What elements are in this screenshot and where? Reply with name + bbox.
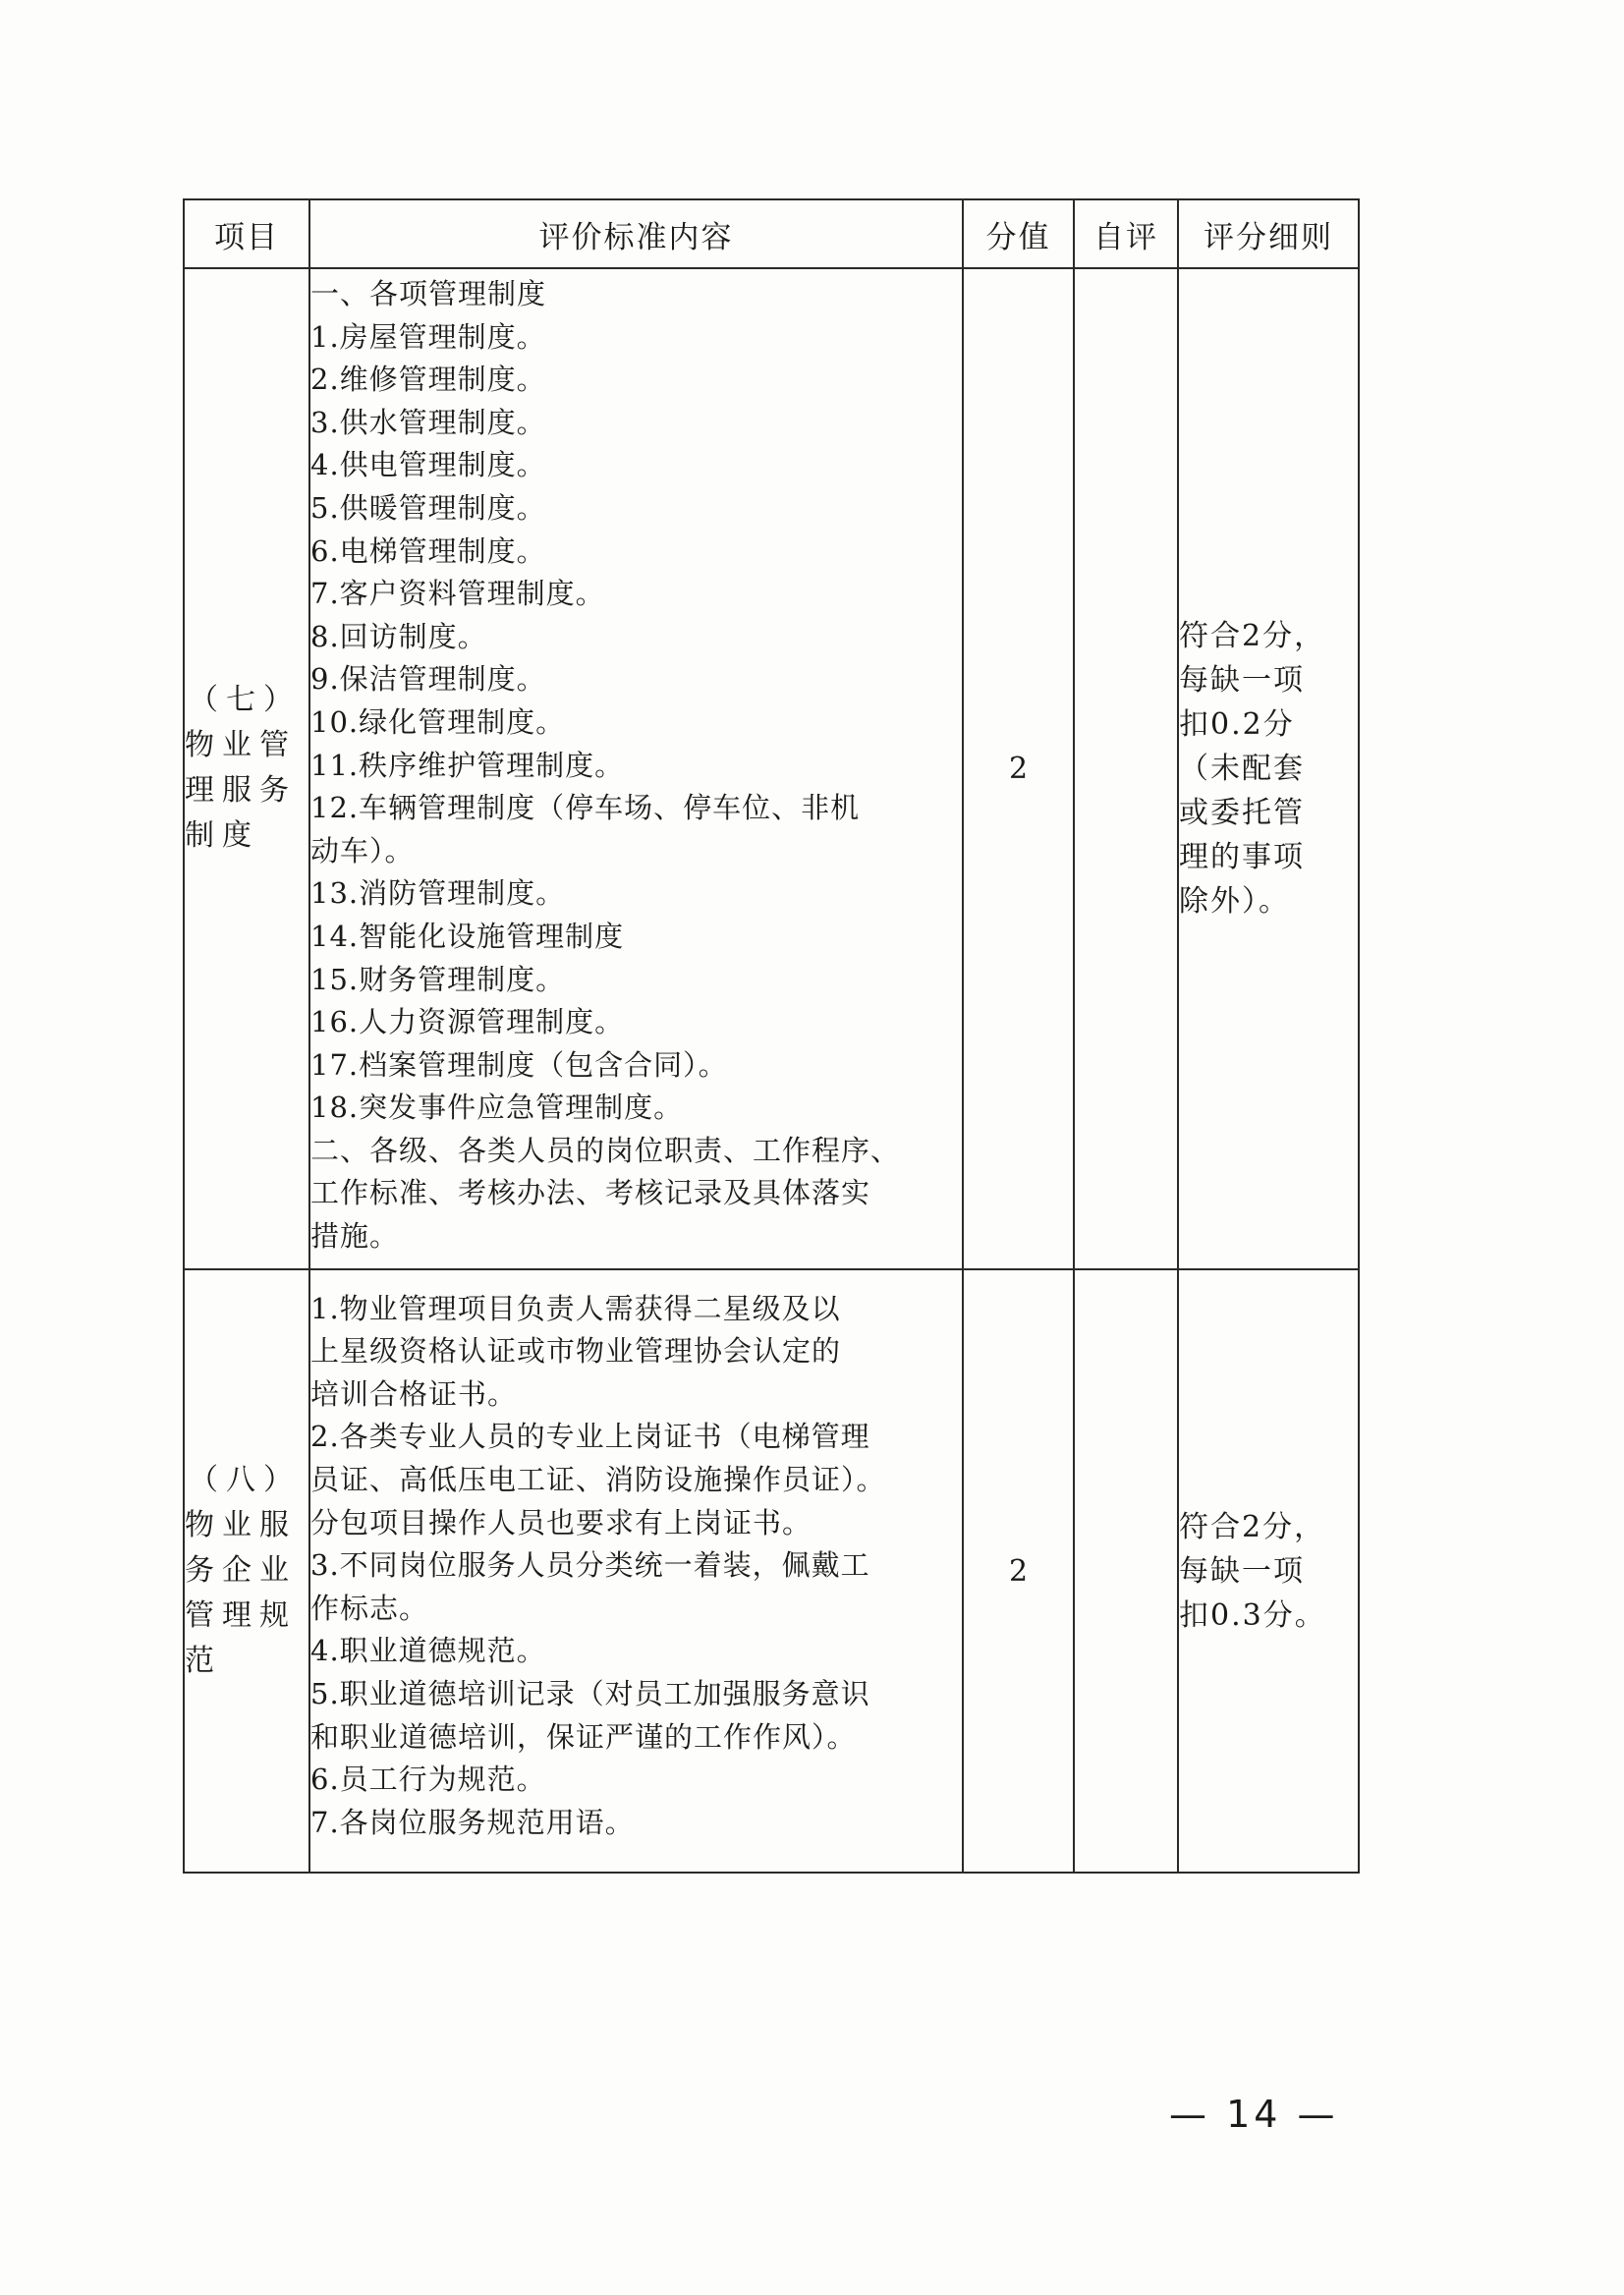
rules-line: 每缺一项 bbox=[1179, 662, 1305, 698]
content-line: 16.人力资源管理制度。 bbox=[310, 1005, 625, 1039]
header-item: 项目 bbox=[184, 199, 309, 268]
item-cell bbox=[184, 268, 309, 1269]
rules-line: （未配套 bbox=[1179, 751, 1305, 786]
content-line: 1.物业管理项目负责人需获得二星级及以 bbox=[310, 1291, 841, 1325]
item-line: （七） bbox=[189, 683, 301, 718]
content-line: 8.回访制度。 bbox=[310, 619, 487, 653]
content-line: 二、各级、各类人员的岗位职责、工作程序、 bbox=[310, 1133, 901, 1167]
score-cell: 2 bbox=[963, 268, 1074, 1269]
content-line: 12.车辆管理制度（停车场、停车位、非机 bbox=[310, 791, 861, 825]
rules-line: 扣0.2分 bbox=[1179, 706, 1295, 742]
content-line: 分包项目操作人员也要求有上岗证书。 bbox=[310, 1505, 812, 1539]
scoring-rules-cell bbox=[1178, 268, 1359, 1269]
content-line: 6.电梯管理制度。 bbox=[310, 533, 546, 568]
content-line: 18.突发事件应急管理制度。 bbox=[310, 1091, 684, 1125]
item-cell bbox=[184, 1269, 309, 1874]
scoring-rules-cell bbox=[1178, 1269, 1359, 1874]
table-header-row bbox=[184, 199, 1359, 268]
content-line: 17.档案管理制度（包含合同）。 bbox=[310, 1047, 728, 1082]
table-row bbox=[184, 1269, 1359, 1874]
content-line: 14.智能化设施管理制度 bbox=[310, 919, 625, 953]
content-line: 3.供水管理制度。 bbox=[310, 405, 546, 439]
content-line: 9.保洁管理制度。 bbox=[310, 662, 546, 697]
rules-line: 理的事项 bbox=[1179, 839, 1305, 874]
item-line: 范 bbox=[185, 1644, 222, 1679]
rules-line: 每缺一项 bbox=[1179, 1553, 1305, 1589]
page-number: — 14 — bbox=[1169, 2093, 1339, 2136]
content-line: 措施。 bbox=[310, 1219, 400, 1254]
content-line: 6.员工行为规范。 bbox=[310, 1763, 546, 1797]
content-cell bbox=[309, 1269, 963, 1874]
header-score: 分值 bbox=[963, 199, 1074, 268]
content-line: 2.维修管理制度。 bbox=[310, 363, 546, 397]
rules-line: 除外）。 bbox=[1179, 883, 1290, 919]
content-line: 7.各岗位服务规范用语。 bbox=[310, 1805, 635, 1839]
rules-line: 扣0.3分。 bbox=[1179, 1597, 1326, 1633]
item-line: 理服务 bbox=[185, 773, 297, 809]
content-line: 7.客户资料管理制度。 bbox=[310, 577, 605, 611]
content-cell bbox=[309, 268, 963, 1269]
content-line: 10.绿化管理制度。 bbox=[310, 704, 566, 739]
content-line: 5.供暖管理制度。 bbox=[310, 490, 546, 525]
content-line: 员证、高低压电工证、消防设施操作员证）。 bbox=[310, 1463, 886, 1497]
header-scoring-rules: 评分细则 bbox=[1178, 199, 1359, 268]
content-line: 13.消防管理制度。 bbox=[310, 876, 566, 911]
content-line: 15.财务管理制度。 bbox=[310, 962, 566, 996]
content-line: 动车）。 bbox=[310, 833, 415, 868]
table-row bbox=[184, 268, 1359, 1269]
content-line: 2.各类专业人员的专业上岗证书（电梯管理 bbox=[310, 1420, 870, 1454]
item-line: 制度 bbox=[185, 818, 259, 854]
table-body bbox=[184, 268, 1359, 1873]
content-line: 作标志。 bbox=[310, 1591, 429, 1625]
content-line: 工作标准、考核办法、考核记录及具体落实 bbox=[310, 1176, 871, 1210]
rules-line: 符合2分， bbox=[1179, 618, 1326, 653]
header-content: 评价标准内容 bbox=[309, 199, 963, 268]
self-evaluation-cell[interactable] bbox=[1074, 1269, 1178, 1874]
evaluation-table bbox=[183, 198, 1360, 1874]
content-line: 11.秩序维护管理制度。 bbox=[310, 748, 625, 782]
content-line: 培训合格证书。 bbox=[310, 1376, 518, 1411]
item-line: 管理规 bbox=[185, 1598, 297, 1634]
content-line: 3.不同岗位服务人员分类统一着装，佩戴工 bbox=[310, 1548, 870, 1583]
item-line: 务企业 bbox=[185, 1553, 297, 1589]
rules-line: 或委托管 bbox=[1179, 795, 1305, 830]
content-line: 一、各项管理制度 bbox=[310, 277, 547, 310]
rules-line: 符合2分， bbox=[1179, 1509, 1326, 1544]
score-cell: 2 bbox=[963, 1269, 1074, 1874]
item-line: 物业服 bbox=[185, 1508, 297, 1543]
content-line: 和职业道德培训，保证严谨的工作作风）。 bbox=[310, 1719, 857, 1754]
content-line: 5.职业道德培训记录（对员工加强服务意识 bbox=[310, 1677, 870, 1710]
content-line: 上星级资格认证或市物业管理协会认定的 bbox=[310, 1334, 842, 1369]
content-line: 4.供电管理制度。 bbox=[310, 448, 546, 482]
content-line: 1.房屋管理制度。 bbox=[310, 319, 546, 354]
self-evaluation-cell[interactable] bbox=[1074, 268, 1178, 1269]
content-line: 4.职业道德规范。 bbox=[310, 1634, 546, 1668]
header-self-evaluation: 自评 bbox=[1074, 199, 1178, 268]
item-line: （八） bbox=[189, 1463, 301, 1498]
item-line: 物业管 bbox=[185, 728, 297, 763]
